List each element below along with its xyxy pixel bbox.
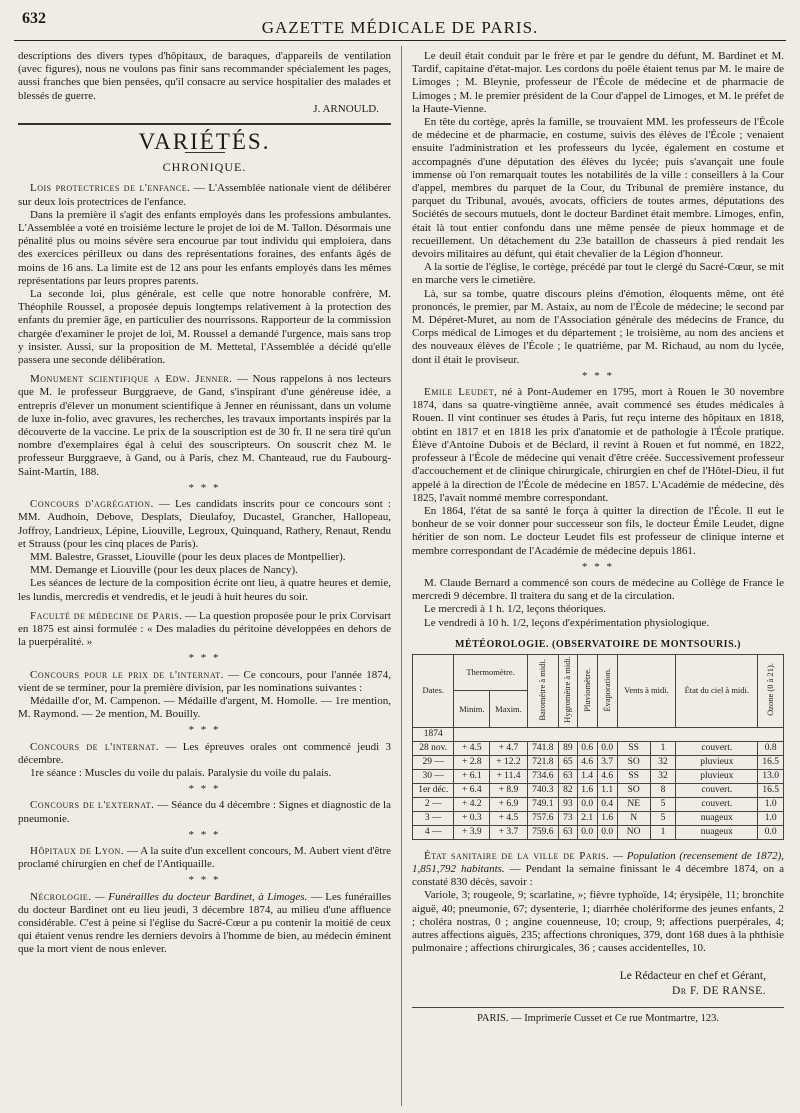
separator-stars: * * * (582, 369, 614, 382)
table-row (413, 741, 784, 755)
internat-paragraph-2: 1re séance : Muscles du voile du palais. Paralysie du voile du palais. (30, 766, 332, 779)
cell-evap: 1.1 (597, 783, 617, 797)
th-ozone-label: Ozone (0 à 21). (765, 662, 776, 716)
agregation-heading: Concours d'agrégation. (30, 498, 154, 511)
cell-wind-force: 8 (650, 783, 676, 797)
cell-wind-force: 5 (650, 811, 676, 825)
cell-sky: nuageux (676, 825, 758, 839)
cell-baro: 721.8 (527, 755, 558, 769)
cell-ozone: 0.8 (758, 741, 784, 755)
intro-signature: J. ARNOULD. (313, 102, 379, 115)
etat-entry (412, 850, 784, 890)
cell-hygro: 89 (558, 741, 577, 755)
funeral-paragraph-3: A la sortie de l'église, le cortège, précédé par tout le clergé du Sacré-Cœur, se mit en marche vers le cimetière. (412, 261, 784, 287)
cell-pluvio: 1.6 (577, 783, 597, 797)
cell-wind-force: 32 (650, 769, 676, 783)
cell-date: 30 — (413, 769, 454, 783)
cell-wind-dir: SO (617, 783, 650, 797)
cell-hygro: 73 (558, 811, 577, 825)
bernard-paragraph-3: Le vendredi à 10 h. 1/2, leçons d'expérimentation physiologique. (424, 616, 710, 629)
leudet-name: Emile Leudet (424, 386, 495, 399)
cell-min: + 2.8 (454, 755, 490, 769)
cell-date: 3 — (413, 811, 454, 825)
cell-date: 29 — (413, 755, 454, 769)
editor-line-2: Dr F. DE RANSE. (671, 985, 766, 998)
table-row (413, 811, 784, 825)
left-column (18, 50, 391, 957)
separator-stars: * * * (188, 828, 221, 841)
cell-max: + 11.4 (490, 769, 527, 783)
cell-wind-force: 5 (650, 797, 676, 811)
cell-max: + 4.5 (490, 811, 527, 825)
cell-pluvio: 1.4 (577, 769, 597, 783)
th-evapo (597, 654, 617, 727)
th-dates: Dates. (413, 654, 454, 727)
cell-ozone: 1.0 (758, 797, 784, 811)
subsection-title: CHRONIQUE. (162, 160, 247, 175)
cell-sky: couvert. (676, 797, 758, 811)
cell-sky: pluvieux (676, 769, 758, 783)
th-hygrometre-label: Hygromètre à midi. (562, 655, 573, 723)
cell-wind-force: 1 (650, 825, 676, 839)
cell-pluvio: 4.6 (577, 755, 597, 769)
separator-stars: * * * (188, 783, 221, 796)
agregation-paragraph-4: Les séances de lecture de la composition écrite ont lieu, à quatre heures et demie, les lundis, mercredis et vendredis, et le jeudi à huit heures du soir. (18, 577, 391, 603)
separator-stars: * * * (188, 874, 221, 887)
cell-wind-dir: NE (617, 797, 650, 811)
table-row (413, 825, 784, 839)
cell-min: + 3.9 (454, 825, 490, 839)
lyon-entry (18, 845, 391, 871)
th-ciel: État du ciel à midi. (676, 654, 758, 727)
cell-pluvio: 0.0 (577, 797, 597, 811)
jenner-heading: Monument scientifique a Edw. Jenner. (30, 373, 233, 386)
cell-max: + 6.9 (490, 797, 527, 811)
externat-heading: Concours de l'externat. (30, 799, 155, 812)
cell-hygro: 65 (558, 755, 577, 769)
editor-line-1: Le Rédacteur en chef et Gérant, (619, 970, 766, 983)
lois-paragraph-3: La seconde loi, plus générale, est celle que notre honorable confrère, M. Théophile Roussel, a proposée depuis longtemps relativement à la protection des enfants du premier âge, en particulier des nourrissons. Rapporteur de la commission chargée d'examiner le projet de loi, M. Roussel a demandé l'urgence, mais sans trop y insister. Aussi, sur la proposition de M. Mettetal, l'Assemblée a décidé qu'elle passera une seconde délibération. (18, 288, 391, 367)
column-divider (401, 46, 402, 1106)
cell-baro: 734.6 (527, 769, 558, 783)
separator-stars: * * * (188, 652, 221, 665)
prix-entry (18, 669, 391, 695)
cell-min: + 6.4 (454, 783, 490, 797)
cell-sky: couvert. (676, 741, 758, 755)
cell-baro: 757.6 (527, 811, 558, 825)
section-rule (18, 123, 391, 125)
section-title: VARIÉTÉS. (138, 129, 271, 155)
cell-date: 2 — (413, 797, 454, 811)
necrologie-title: — Funérailles du docteur Bardinet, à Limoges. (91, 890, 308, 903)
funeral-paragraph-4: Là, sur sa tombe, quatre discours pleins d'émotion, éloquents même, ont été prononcés, le premier, par M. Astaix, au nom de l'École de médecine; le second par M. Dépéret-Muret, au nom de l'Association générale des médecins de France, du Corps médical de Limoges et du département ; le troisième, au nom des anciens et des nouveaux élèves de l'École ; le quatrième, par M. Richaud, au nom du lycée, dont il était le proviseur. (412, 287, 784, 366)
cell-evap: 0.0 (597, 741, 617, 755)
jenner-entry (18, 373, 391, 479)
th-thermo: Thermomètre. (454, 654, 527, 690)
cell-sky: pluvieux (676, 755, 758, 769)
internat-text: — Les épreuves orales ont commencé jeudi 3 décembre. (18, 740, 391, 766)
cell-max: + 12.2 (490, 755, 527, 769)
th-pluvio-label: Pluviomètre. (581, 667, 592, 712)
editor-signature (412, 969, 784, 999)
cell-min: + 4.5 (454, 741, 490, 755)
weather-table (412, 654, 784, 840)
agregation-paragraph-2: MM. Balestre, Grasset, Liouville (pour les deux places de Montpellier). (30, 550, 346, 563)
cell-date: 4 — (413, 825, 454, 839)
cell-min: + 4.2 (454, 797, 490, 811)
leudet-paragraph-2: En 1864, l'état de sa santé le força à quitter la direction de l'École. Il eut le bonheur de se voir donner pour successeur son fils, le docteur Émile Leudet, digne héritier de son nom. Le docteur Leudet fils est professeur de clinique interne et membre correspondant de l'Académie de médecine depuis 1861. (412, 504, 784, 557)
cell-wind-dir: NO (617, 825, 650, 839)
lois-text: — L'Assemblée nationale vient de délibérer sur deux lois protectrices de l'enfance. (18, 182, 392, 208)
th-vents: Vents à midi. (617, 654, 676, 727)
leudet-entry (412, 386, 784, 505)
cell-date: 28 nov. (413, 741, 454, 755)
cell-pluvio: 2.1 (577, 811, 597, 825)
cell-min: + 0.3 (454, 811, 490, 825)
cell-hygro: 82 (558, 783, 577, 797)
lois-entry (18, 182, 391, 208)
table-row (413, 783, 784, 797)
cell-wind-force: 32 (650, 755, 676, 769)
faculte-entry (18, 610, 391, 650)
externat-entry (18, 799, 391, 825)
necrologie-heading: Nécrologie. (30, 890, 92, 903)
faculte-heading: Faculté de médecine de Paris. (30, 609, 183, 622)
cell-hygro: 63 (558, 825, 577, 839)
cell-date: 1er déc. (413, 783, 454, 797)
cell-ozone: 16.5 (758, 755, 784, 769)
necrologie-text: — Les funérailles du docteur Bardinet ont eu lieu jeudi, 3 décembre 1874, au milieu d'une affluence considérable. C'est à peine si l'église du Sacré-Cœur a pu contenir la moitié de ceux qui étaient venus rendre les derniers devoirs à l'homme de bien, au médecin éminent que la mort vient de nous enlever. (18, 890, 391, 956)
cell-baro: 749.1 (527, 797, 558, 811)
cell-evap: 0.4 (597, 797, 617, 811)
internat-entry (18, 741, 391, 767)
cell-max: + 8.9 (490, 783, 527, 797)
etat-text: — Pendant la semaine finissant le 4 décembre 1874, on a constaté 830 décès, savoir : (412, 862, 784, 889)
cell-wind-force: 1 (650, 741, 676, 755)
cell-baro: 759.6 (527, 825, 558, 839)
cell-evap: 1.6 (597, 811, 617, 825)
table-row (413, 755, 784, 769)
table-row (413, 797, 784, 811)
necrologie-entry (18, 891, 391, 957)
table-row (413, 769, 784, 783)
cell-ozone: 16.5 (758, 783, 784, 797)
lois-heading: Lois protectrices de l'enfance. (30, 182, 191, 195)
faculte-text: — La question proposée pour le prix Corvisart en 1875 est ainsi formulée : « Des maladies du péritoine développées en dehors de la puerpéralité. » (18, 609, 391, 649)
cell-wind-dir: SS (617, 741, 650, 755)
meteo-title: MÉTÉOROLOGIE. (OBSERVATOIRE DE MONTSOURIS.) (455, 638, 741, 650)
etat-population: — Population (recensement de 1872), 1,851,792 habitants. (412, 849, 784, 875)
running-title: GAZETTE MÉDICALE DE PARIS. (261, 18, 539, 37)
lyon-text: — A la suite d'un excellent concours, M. Aubert vient d'être proclamé chirurgien en chef de l'Antiquaille. (18, 844, 391, 871)
cell-blank (454, 727, 784, 741)
page-number: 632 (22, 10, 46, 27)
internat-heading: Concours de l'internat. (30, 740, 160, 753)
externat-text: — Séance du 4 décembre : Signes et diagnostic de la pneumonie. (18, 799, 391, 825)
th-maxim: Maxim. (490, 691, 527, 727)
cell-ozone: 13.0 (758, 769, 784, 783)
cell-evap: 3.7 (597, 755, 617, 769)
th-ozone (758, 654, 784, 727)
agregation-entry (18, 498, 391, 551)
jenner-text: — Nous rappelons à nos lecteurs que M. le professeur Burggraeve, de Gand, s'inspirant d'une généreuse idée, a entrepris d'élever un monument scientifique à Jenner en réunissant, dans un volume de luxe in-folio, avec gravures, les recherches, les travaux importants inspirés par la découverte de la vaccine. Le prix de la souscription est de 30 fr. Il ne sera tiré qu'un nombre d'exemplaires égal à celui des souscripteurs. On souscrit chez M. le professeur Burggraeve, à Gand, ou à Paris, chez M. Chanteaud, rue du Faubourg-Saint-Martin, 188. (18, 373, 392, 478)
funeral-paragraph-1: Le deuil était conduit par le frère et par le gendre du défunt, M. Bardinet et M. Tardif, capitaine d'état-major. Les cordons du poêle étaient tenus par M. le maire de Limoges ; M. Bleynie, professeur de l'École de médecine et de pharmacie de Limoges ; M. le premier président de la Cour d'appel de Limoges, et M. le préfet de la Haute-Vienne. (412, 50, 784, 115)
prix-paragraph-2: Médaille d'or, M. Campenon. — Médaille d'argent, M. Homolle. — 1re mention, M. Raymond. — 2e mention, M. Bouilly. (18, 694, 391, 721)
separator-stars: * * * (582, 560, 614, 573)
weather-header-row (413, 654, 784, 690)
cell-wind-dir: SO (617, 755, 650, 769)
prix-heading: Concours pour le prix de l'internat. (30, 668, 224, 681)
bernard-paragraph-2: Le mercredi à 1 h. 1/2, leçons théoriques. (424, 603, 607, 616)
cell-max: + 4.7 (490, 741, 527, 755)
bernard-paragraph-1: M. Claude Bernard a commencé son cours de médecine au Collège de France le mercredi 9 décembre. Il traitera du sang et de la circulation. (412, 576, 784, 603)
agregation-paragraph-3: MM. Demange et Liouville (pour les deux places de Nancy). (30, 564, 298, 577)
cell-baro: 741.8 (527, 741, 558, 755)
etat-heading: État sanitaire de la ville de Paris. (424, 849, 610, 862)
cell-ozone: 1.0 (758, 811, 784, 825)
separator-stars: * * * (188, 724, 221, 737)
cell-evap: 0.0 (597, 825, 617, 839)
agregation-text: — Les candidats inscrits pour ce concours sont : MM. Audhoin, Debove, Desplats, Dieulafoy, Ducastel, Grancher, Hallopeau, Joffroy, Landrieux, Lépine, Liouville, Legroux, Quinquand, Rathery, Renaut, Rendu et Strauss (pour les cinq places de Paris). (18, 498, 391, 550)
leudet-text: , né à Pont-Audemer en 1795, mort à Rouen le 30 novembre 1874, dans sa quatre-vingtième année, avait commencé ses études médicales à Rouen. Il vint continuer ses études à Paris, fut reçu interne des hôpitaux en 1818, obtint en 1817 et en 1818 les prix d'anatomie et de pathologie à l'École pratique. Élève d'Antoine Dubois et de Béclard, il revint à Rouen et fut nommé, en 1822, professeur à l'École de médecine qui venait d'être créée. Successivement professeur d'accouchement et de clinique chirurgicale, chirurgien en chef de l'Hôtel-Dieu, il fut appelé à la direction de l'École de médecine en 1857. L'Académie de médecine, dès 1825, l'avait nommé membre correspondant. (412, 386, 784, 504)
cell-sky: couvert. (676, 783, 758, 797)
th-barometre-label: Baromètre à midi. (537, 658, 548, 721)
printer-line: PARIS. — Imprimerie Cusset et Ce rue Montmartre, 123. (412, 1007, 784, 1025)
cell-ozone: 0.0 (758, 825, 784, 839)
intro-paragraph: descriptions des divers types d'hôpitaux, de baraques, d'appareils de ventilation (avec figures), nous ne voulons pas finir sans recommander spécialement les pages, aussi franches que bien pensées, qu'il consacre au service hospitalier des malades et blessés de guerre. (18, 50, 391, 102)
etat-paragraph-2: Variole, 3; rougeole, 9; scarlatine, »; fièvre typhoïde, 14; érysipèle, 11; bronchite aiguë, 40; pneumonie, 67; dysenterie, 1; diarrhée cholériforme des jeunes enfants, 2 ; choléra nostras, 0 ; angine couenneuse, 10; croup, 9; affections puerpérales, 4; autres affections aiguës, 235; affections chroniques, 379, dont 168 dues à la phthisie pulmonaire ; affections chirurgicales, 36 ; causes accidentelles, 10. (412, 889, 784, 955)
th-pluvio (577, 654, 597, 727)
table-row (413, 727, 784, 741)
cell-max: + 3.7 (490, 825, 527, 839)
cell-wind-dir: N (617, 811, 650, 825)
right-column (412, 50, 784, 1026)
cell-pluvio: 0.0 (577, 825, 597, 839)
cell-min: + 6.1 (454, 769, 490, 783)
separator-stars: * * * (188, 481, 221, 494)
lyon-heading: Hôpitaux de Lyon. (30, 844, 125, 857)
th-evapo-label: Évaporation. (601, 667, 612, 712)
th-hygrometre (558, 654, 577, 727)
prix-text: — Ce concours, pour l'année 1874, vient de se terminer, pour la première division, par les nominations suivantes : (18, 668, 392, 694)
cell-wind-dir: SS (617, 769, 650, 783)
cell-year: 1874 (413, 727, 454, 741)
funeral-paragraph-2: En tête du cortège, après la famille, se trouvaient MM. les professeurs de l'École de médecine et de pharmacie, en costume, suivis des élèves de l'École ; venaient ensuite l'administration et les professeurs du lycée, également en costume et accompagnés d'une députation des élèves du lycée; puis s'avançait une foule immense où l'on remarquait toutes les notabilités de la ville : conseillers à la Cour d'appel, membres du parquet de la Cour, du Tribunal de première instance, du parquet du Tribunal, avoués, avocats, officiers de toutes armes, députations des Sociétés de secours mutuels, dont le docteur Bardinet était membre. Limoges, enfin, était là tout entier confondu dans une même pensée de pieux hommage et de recueillement. Un détachement du 23e bataillon de chasseurs à pied rendait les devoirs militaires au défunt, qui était chevalier de la Légion d'honneur. (412, 116, 784, 261)
th-barometre (527, 654, 558, 727)
cell-evap: 4.6 (597, 769, 617, 783)
cell-baro: 740.3 (527, 783, 558, 797)
th-minim: Minim. (454, 691, 490, 727)
lois-paragraph-2: Dans la première il s'agit des enfants employés dans les professions ambulantes. L'Assemblée a voté en troisième lecture le projet de loi de M. Tallon. Désormais une pénalité plus ou moins sévère sera encourue par tout individu qui emploiera, dans des exercices périlleux ou dans des représentations foraines, des enfants âgés de moins de 16 ans. La limite est de 12 ans pour les enfants employés dans les mêmes représentations par leurs propres parents. (18, 208, 391, 287)
cell-pluvio: 0.6 (577, 741, 597, 755)
cell-sky: nuageux (676, 811, 758, 825)
cell-hygro: 63 (558, 769, 577, 783)
cell-hygro: 93 (558, 797, 577, 811)
